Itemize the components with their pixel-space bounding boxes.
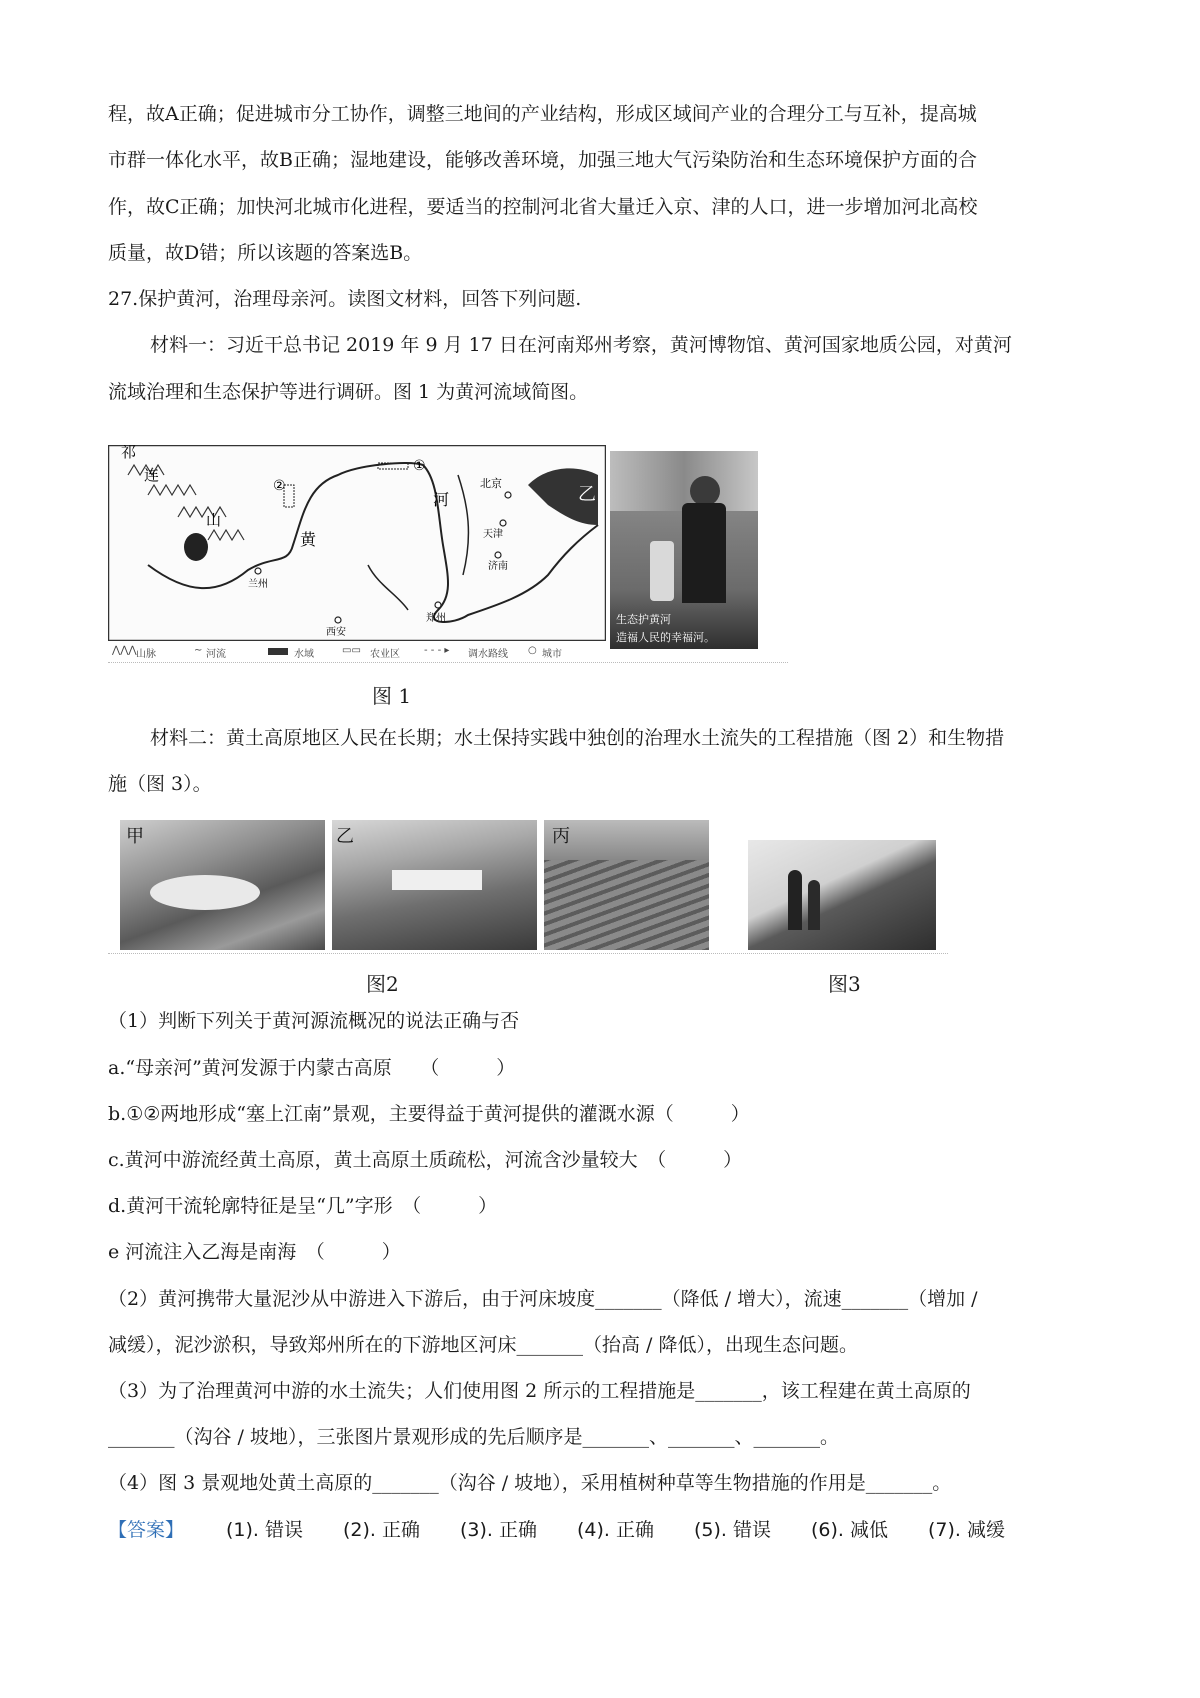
map-label: ①	[413, 458, 426, 474]
question-1: （1）判断下列关于黄河源流概况的说法正确与否	[108, 1010, 520, 1032]
answer-item: (6). 减低	[811, 1519, 888, 1541]
photo-label: 乙	[336, 826, 354, 847]
legend-label: 山脉	[136, 649, 156, 660]
question-1e: e 河流注入乙海是南海 （ ）	[108, 1241, 401, 1263]
material-1-line: 材料一：习近干总书记 2019 年 9 月 17 日在河南郑州考察，黄河博物馆、黄河国家地质公园，对黄河	[150, 334, 1012, 356]
question-4: （4）图 3 景观地处黄土高原的_______（沟谷 / 坡地），采用植树种草等生物措施的作用是_______。	[108, 1472, 952, 1494]
map-label: 祁	[121, 445, 137, 461]
figure-3-caption: 图3	[828, 972, 861, 996]
answer-tag: 【答案】	[108, 1519, 185, 1541]
map-label: 乙	[578, 484, 596, 505]
answer-item: (3). 正确	[460, 1519, 537, 1541]
map-label: 郑州	[426, 613, 446, 624]
legend-label: 水域	[294, 649, 314, 660]
figure-1-caption: 图 1	[372, 684, 412, 708]
map-label: 山	[206, 511, 222, 529]
question-3-cont: _______（沟谷 / 坡地），三张图片景观形成的先后顺序是_______、_______、_______。	[108, 1426, 839, 1448]
figure-3-photo	[748, 840, 936, 950]
paragraph-line: 作，故C正确；加快河北城市化进程，要适当的控制河北省大量迁入京、津的人口，进一步增加河北高校	[108, 196, 978, 218]
map-label: ②	[273, 478, 286, 494]
question-1a: a.“母亲河”黄河发源于内蒙古高原 （ ）	[108, 1057, 516, 1079]
figure-2-photo-yi	[332, 820, 537, 950]
map-legend: ⋀⋀⋀ 山脉 ∼ 河流 水域 ▭▭ 农业区 - - - ▸ 调水路线 ○ 城市	[112, 645, 562, 660]
lake	[184, 533, 208, 561]
map-graphic	[108, 445, 606, 641]
question-3: （3）为了治理黄河中游的水土流失；人们使用图 2 所示的工程措施是_______，该工程建在黄土高原的	[108, 1380, 971, 1402]
answer-item: (5). 错误	[694, 1519, 771, 1541]
figure-2-photo-bing	[544, 820, 709, 950]
paragraph-line: 市群一体化水平，故B正确；湿地建设，能够改善环境，加强三地大气污染防治和生态环境保护方面的合	[108, 149, 977, 171]
question-1b: b.①②两地形成“塞上江南”景观，主要得益于黄河提供的灌溉水源（ ）	[108, 1103, 750, 1125]
material-1-line: 流域治理和生态保护等进行调研。图 1 为黄河流域简图。	[108, 381, 589, 403]
map-label: 西安	[326, 627, 346, 638]
legend-label: 河流	[206, 649, 226, 660]
map-label: 天津	[483, 529, 503, 540]
map-label: 黄	[300, 530, 317, 549]
legend-label: 农业区	[370, 649, 400, 660]
material-2-line: 施（图 3）。	[108, 773, 212, 795]
figure-2-caption: 图2	[366, 972, 399, 996]
inspection-photo	[610, 451, 758, 649]
map-label: 北京	[480, 477, 502, 490]
question-2-cont: 减缓），泥沙淤积，导致郑州所在的下游地区河床_______（抬高 / 降低），出现生态问题。	[108, 1334, 858, 1356]
photo-label: 甲	[126, 826, 144, 847]
photo-caption: 生态护黄河	[616, 613, 671, 626]
figure-2-photo-jia	[120, 820, 325, 950]
legend-label: 城市	[542, 649, 562, 660]
answer-item: (7). 减缓	[928, 1519, 1005, 1541]
map-label: 济南	[488, 561, 508, 572]
map-label: 兰州	[248, 579, 268, 590]
paragraph-line: 质量，故D错；所以该题的答案选B。	[108, 242, 423, 264]
photo-label: 丙	[552, 826, 570, 847]
map-label: 河	[433, 490, 450, 509]
answer-item: (2). 正确	[343, 1519, 420, 1541]
question-2: （2）黄河携带大量泥沙从中游进入下游后，由于河床坡度_______（降低 / 增大），流速_______（增加 /	[108, 1288, 978, 1310]
question-1c: c.黄河中游流经黄土高原，黄土高原土质疏松，河流含沙量较大 （ ）	[108, 1149, 743, 1171]
yellow-river-map	[108, 445, 606, 641]
question-27-title: 27.保护黄河，治理母亲河。读图文材料，回答下列问题.	[108, 288, 582, 310]
paragraph-line: 程，故A正确；促进城市分工协作，调整三地间的产业结构，形成区域间产业的合理分工与互补，提高城	[108, 103, 977, 125]
answer-item: (4). 正确	[577, 1519, 654, 1541]
legend-label: 调水路线	[468, 649, 508, 660]
photo-caption: 造福人民的幸福河。	[616, 631, 715, 644]
map-label: 连	[144, 466, 160, 484]
answer-item: (1). 错误	[226, 1519, 303, 1541]
question-1d: d.黄河干流轮廓特征是呈“几”字形 （ ）	[108, 1195, 498, 1217]
material-2-line: 材料二：黄土高原地区人民在长期；水土保持实践中独创的治理水土流失的工程措施（图 2）和生物措	[150, 727, 1005, 749]
